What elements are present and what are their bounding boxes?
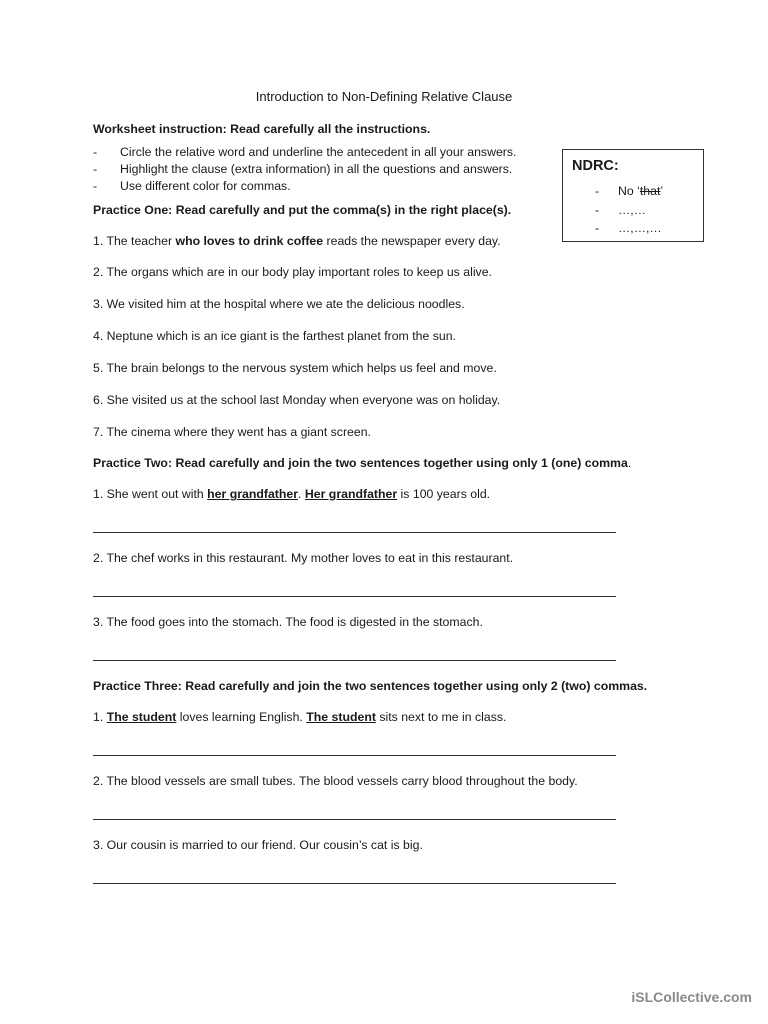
ndrc-title: NDRC: bbox=[572, 158, 619, 174]
worksheet-instruction: Worksheet instruction: Read carefully all the instructions. bbox=[93, 122, 431, 136]
bullet-dash: - bbox=[93, 179, 98, 193]
ndrc-dash: - bbox=[595, 203, 600, 217]
practice-three-heading: Practice Three: Read carefully and join the two sentences together using only 2 (two) commas. bbox=[93, 679, 648, 693]
practice-one-heading: Practice One: Read carefully and put the comma(s) in the right place(s). bbox=[93, 203, 512, 217]
answer-line[interactable] bbox=[93, 596, 616, 597]
practice-two-heading: Practice Two: Read carefully and join the two sentences together using only 1 (one) comma. bbox=[93, 456, 632, 470]
ndrc-dash: - bbox=[595, 184, 600, 198]
practice-one-question: 7. The cinema where they went has a giant screen. bbox=[93, 425, 371, 439]
practice-one-question: 5. The brain belongs to the nervous system which helps us feel and move. bbox=[93, 361, 497, 375]
practice-two-question: 2. The chef works in this restaurant. My mother loves to eat in this restaurant. bbox=[93, 551, 514, 565]
answer-line[interactable] bbox=[93, 819, 616, 820]
practice-three-question: 2. The blood vessels are small tubes. The blood vessels carry blood throughout the body. bbox=[93, 774, 578, 788]
bullet-dash: - bbox=[93, 145, 98, 159]
bullet-item-highlight: Highlight the clause (extra information) in all the questions and answers. bbox=[120, 162, 513, 176]
bullet-item-circle: Circle the relative word and underline the antecedent in all your answers. bbox=[120, 145, 517, 159]
practice-three-question: 1. The student loves learning English. The student sits next to me in class. bbox=[93, 710, 507, 724]
practice-one-question: 1. The teacher who loves to drink coffee reads the newspaper every day. bbox=[93, 234, 501, 248]
ndrc-item-no-that: No ‘that’ bbox=[618, 184, 664, 198]
practice-three-question: 3. Our cousin is married to our friend. Our cousin’s cat is big. bbox=[93, 838, 423, 852]
answer-line[interactable] bbox=[93, 883, 616, 884]
practice-one-question: 6. She visited us at the school last Monday when everyone was on holiday. bbox=[93, 393, 501, 407]
bullet-item-color: Use different color for commas. bbox=[120, 179, 291, 193]
bullet-dash: - bbox=[93, 162, 98, 176]
page-title: Introduction to Non-Defining Relative Clause bbox=[255, 89, 513, 104]
practice-two-question: 1. She went out with her grandfather. Her grandfather is 100 years old. bbox=[93, 487, 491, 501]
ndrc-box bbox=[562, 149, 704, 242]
ndrc-dash: - bbox=[595, 221, 600, 235]
practice-one-question: 2. The organs which are in our body play important roles to keep us alive. bbox=[93, 265, 492, 279]
ndrc-item-one-comma: …,… bbox=[618, 203, 647, 217]
practice-two-question: 3. The food goes into the stomach. The food is digested in the stomach. bbox=[93, 615, 483, 629]
answer-line[interactable] bbox=[93, 532, 616, 533]
practice-one-question: 4. Neptune which is an ice giant is the farthest planet from the sun. bbox=[93, 329, 456, 343]
answer-line[interactable] bbox=[93, 755, 616, 756]
answer-line[interactable] bbox=[93, 660, 616, 661]
ndrc-item-two-commas: …,…,… bbox=[618, 221, 662, 235]
struck-word: that bbox=[639, 184, 661, 198]
practice-one-question: 3. We visited him at the hospital where we ate the delicious noodles. bbox=[93, 297, 465, 311]
watermark: iSLCollective.com bbox=[631, 989, 752, 1005]
